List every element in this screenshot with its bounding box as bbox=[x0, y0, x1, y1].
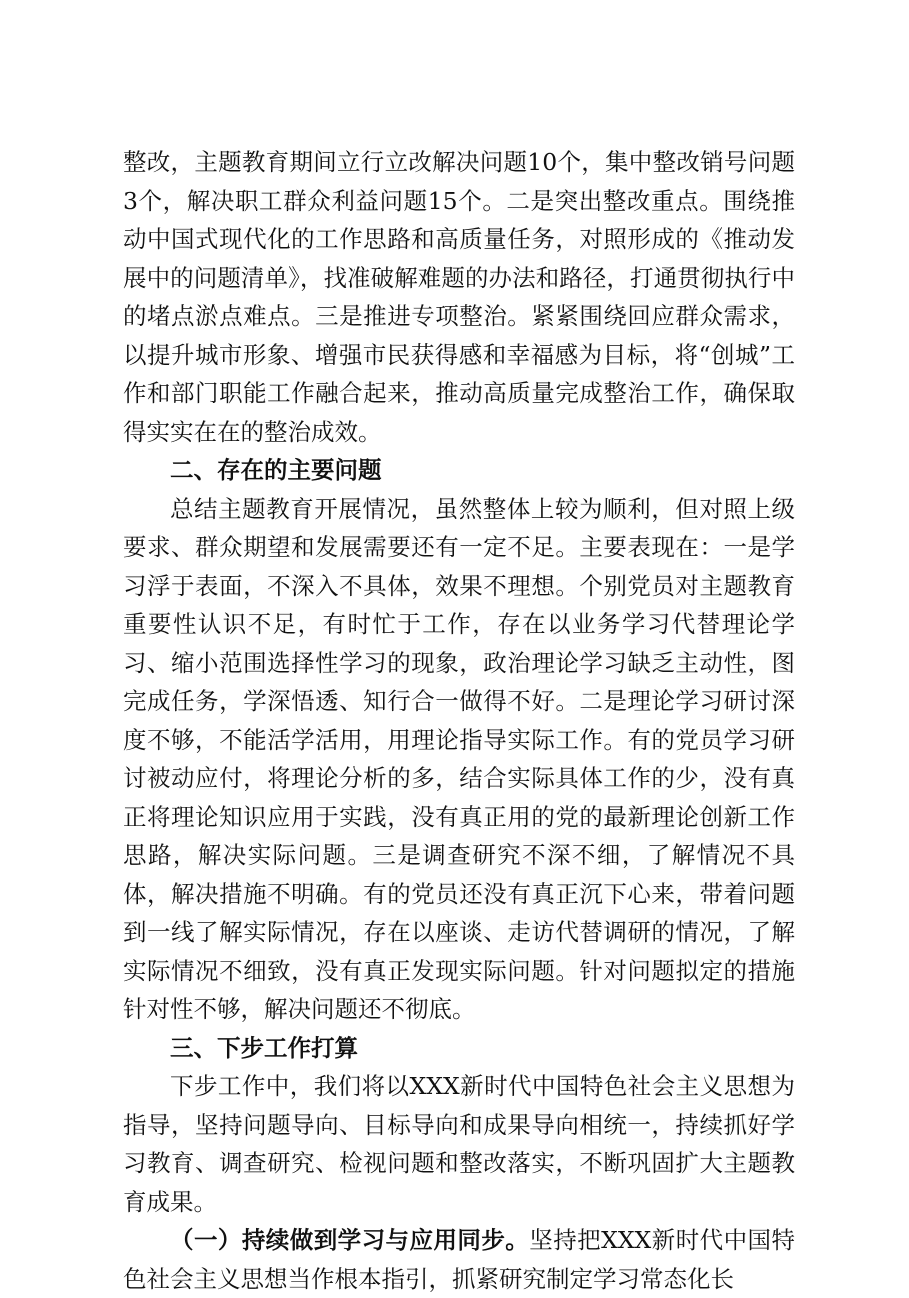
subsection-lead: （一）持续做到学习与应用同步。 bbox=[170, 1226, 530, 1254]
paragraph-next-steps: 下步工作中，我们将以XXX新时代中国特色社会主义思想为指导，坚持问题导向、目标导向和成果导向相统一，持续抓好学习教育、调查研究、检视问题和整改落实，不断巩固扩大主题教育成果。 bbox=[123, 1072, 795, 1216]
paragraph-continued: 整改，主题教育期间立行立改解决问题10个，集中整改销号问题3个，解决职工群众利益问题15个。二是突出整改重点。围绕推动中国式现代化的工作思路和高质量任务，对照形成的《推动发展中的问题清单》，找准破解难题的办法和路径，打通贯彻执行中的堵点淤点难点。三是推进专项整治。紧紧围绕回应群众需求，以提升城市形象、增强市民获得感和幸福感为目标，将“创城”工作和部门职能工作融合起来，推动高质量完成整治工作，确保取得实实在在的整治成效。 bbox=[123, 148, 795, 446]
paragraph-subsection-1 bbox=[123, 1221, 795, 1298]
subsection-body: 坚持把XXX新时代中国特色社会主义思想当作根本指引，抓紧研究制定学习常态化长 bbox=[123, 1226, 795, 1293]
document-page bbox=[123, 143, 795, 1298]
section-heading-2: 二、存在的主要问题 bbox=[170, 456, 382, 484]
section-heading-3: 三、下步工作打算 bbox=[170, 1033, 358, 1062]
paragraph-problems: 总结主题教育开展情况，虽然整体上较为顺利，但对照上级要求、群众期望和发展需要还有一定不足。主要表现在：一是学习浮于表面，不深入不具体，效果不理想。个别党员对主题教育重要性认识不足，有时忙于工作，存在以业务学习代替理论学习、缩小范围选择性学习的现象，政治理论学习缺乏主动性，图完成任务，学深悟透、知行合一做得不好。二是理论学习研讨深度不够，不能活学活用，用理论指导实际工作。有的党员学习研讨被动应付，将理论分析的多，结合实际具体工作的少，没有真正将理论知识应用于实践，没有真正用的党的最新理论创新工作思路，解决实际问题。三是调查研究不深不细，了解情况不具体，解决措施不明确。有的党员还没有真正沉下心来，带着问题到一线了解实际情况，存在以座谈、走访代替调研的情况，了解实际情况不细致，没有真正发现实际问题。针对问题拟定的措施针对性不够，解决问题还不彻底。 bbox=[123, 494, 795, 1023]
